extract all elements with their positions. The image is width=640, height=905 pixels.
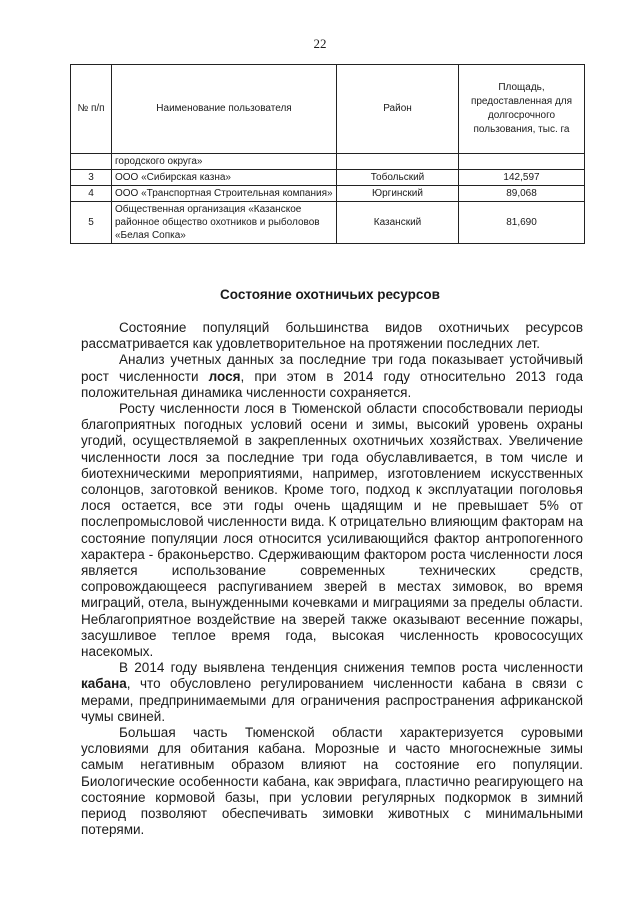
header-num: № п/п <box>71 65 112 154</box>
cell-name: Общественная организация «Казанское районное общество охотников и рыболовов «Белая Сопка» <box>112 202 337 244</box>
bold-term-elk: лося <box>208 368 241 384</box>
cell-num: 5 <box>71 202 112 244</box>
cell-area: 89,068 <box>459 186 585 202</box>
cell-num: 4 <box>71 186 112 202</box>
cell-empty <box>71 154 112 170</box>
cell-empty <box>459 154 585 170</box>
table-row <box>71 170 585 186</box>
cell-district: Казанский <box>337 202 459 244</box>
cell-district: Юргинский <box>337 186 459 202</box>
cell-name: ООО «Транспортная Строительная компания» <box>112 186 337 202</box>
cell-empty <box>337 154 459 170</box>
cell-area: 142,597 <box>459 170 585 186</box>
cell-name: городского округа» <box>112 154 337 170</box>
table-header-row <box>71 65 585 154</box>
page-number: 22 <box>313 36 327 51</box>
header-district: Район <box>337 65 459 154</box>
bold-term-boar: кабана <box>81 676 127 692</box>
text-span: , что обусловлено регулированием численности кабана в связи с мерами, предпринимаемыми для ограничения распространения африканской чумы свиней. <box>81 676 583 724</box>
cell-num: 3 <box>71 170 112 186</box>
section-heading: Состояние охотничьих ресурсов <box>220 287 440 302</box>
text-span: , при этом в 2014 году относительно 2013 года положительная динамика численности сохраняется. <box>81 368 583 400</box>
paragraph <box>81 660 583 725</box>
header-area: Площадь, предоставленная для долгосрочного пользования, тыс. га <box>459 65 585 154</box>
cell-name: ООО «Сибирская казна» <box>112 170 337 186</box>
text-span: В 2014 году выявлена тенденция снижения темпов роста численности <box>119 660 583 676</box>
paragraph: Росту численности лося в Тюменской области способствовали периоды благоприятных погодных условий осени и зимы, высокий уровень охраны угодий, осуществляемой в закрепленных охотничьих хозяйствах. Увеличение численности лося за последние три года обуславливается, в том числе и биотехническими мероприятиями, например, изготовлением искусственных солонцов, заготовкой веников. Кроме того, подход к эксплуатации поголовья лося остается, все эти годы очень щадящим и не превышает 5% от послепромысловой численности вида. К отрицательно влияющим факторам на состояние популяции лося относится усиливающийся фактор антропогенного характера - браконьерство. Сдерживающим фактором роста численности лося является использование современных технических средств, сопровождающееся распугиванием зверей в местах зимовок, во время миграций, отела, вынужденными кочевками и миграциями за пределы области. Неблагоприятное воздействие на зверей также оказывают весенние пожары, засушливое теплое время года, высокая численность кровососущих насекомых. <box>81 401 583 660</box>
table-row <box>71 186 585 202</box>
paragraph: Большая часть Тюменской области характеризуется суровыми условиями для обитания кабана. Морозные и часто многоснежные зимы самым негативным образом влияют на состояние его популяции. Биологические особенности кабана, как эврифага, пластично реагирующего на состояние кормовой базы, при условии регулярных подкормок в зимний период позволяют обеспечивать зимовки животных с минимальными потерями. <box>81 725 583 838</box>
header-name: Наименование пользователя <box>112 65 337 154</box>
cell-area: 81,690 <box>459 202 585 244</box>
users-table <box>70 64 585 244</box>
paragraph <box>81 352 583 401</box>
paragraph: Состояние популяций большинства видов охотничьих ресурсов рассматривается как удовлетворительное на протяжении последних лет. <box>81 320 583 352</box>
text-span: Анализ учетных данных за последние три года показывает устойчивый рост численности <box>81 352 583 384</box>
table-row <box>71 202 585 244</box>
table-row-continuation <box>71 154 585 170</box>
section-body <box>81 320 583 839</box>
cell-district: Тобольский <box>337 170 459 186</box>
